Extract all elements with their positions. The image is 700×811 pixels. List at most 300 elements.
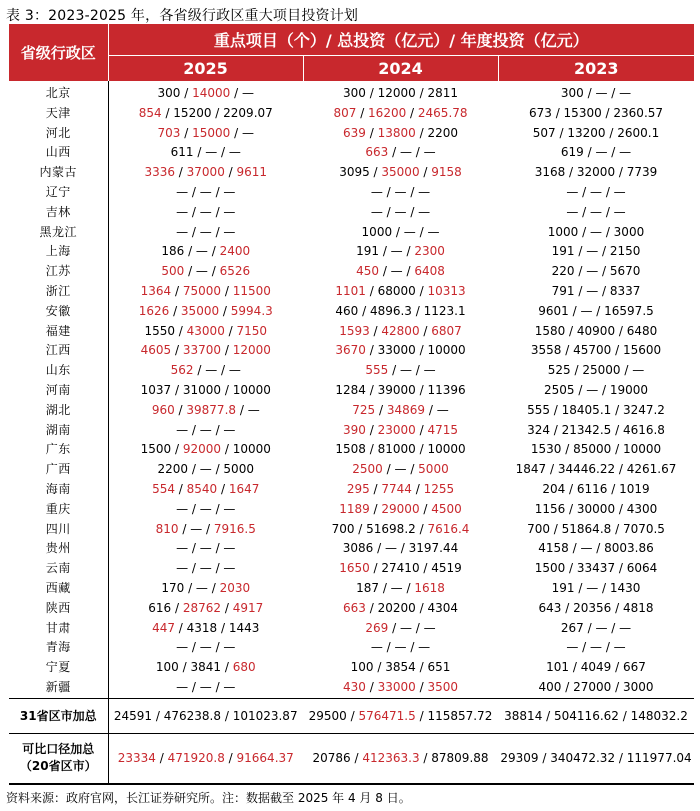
data-cell: — / — / — (370, 640, 431, 655)
cell-value: 1647 (228, 481, 260, 496)
cell-value: 191 (551, 244, 575, 259)
cell-value: 703 (157, 125, 181, 140)
cell-value: 1550 (144, 323, 175, 338)
province-name: 山东 (9, 361, 108, 381)
cell-value: — (370, 204, 383, 219)
data-cell: 1156 / 30000 / 4300 (534, 501, 658, 516)
cell-value: 2400 (219, 244, 251, 259)
data-cell: 170 / — / 2030 (161, 580, 251, 595)
data-cell: — / — / — (176, 224, 236, 239)
cell-value: 1255 (423, 481, 455, 496)
table-row (9, 223, 694, 243)
cell-value: 75000 (182, 283, 222, 298)
cell-value: 204 (542, 481, 566, 496)
cell-value: 611 (170, 145, 194, 160)
cell-value: 3558 (530, 343, 562, 358)
cell-value: 3197.44 (408, 541, 459, 556)
cell-value: 4519 (431, 561, 462, 576)
data-cell: 1000 / — / — (361, 224, 440, 239)
cell-value: 324 (527, 422, 550, 437)
cell-value: — (176, 541, 189, 556)
cell-value: — (247, 402, 260, 417)
cell-value: 300 (343, 86, 366, 100)
cell-value: 19000 (609, 382, 649, 397)
cell-value: 115857.72 (427, 708, 493, 723)
data-cell: 430 / 33000 / 3500 (343, 679, 458, 694)
cell-value: 269 (365, 620, 389, 635)
cell-value: 1443 (228, 620, 260, 635)
cell-value: — (580, 303, 593, 318)
data-cell: 554 / 8540 / 1647 (152, 481, 260, 496)
cell-value: 6408 (414, 264, 445, 279)
cell-value: 4300 (626, 501, 658, 516)
table-row (9, 381, 694, 401)
cell-value: 10313 (427, 283, 466, 298)
table-row (9, 322, 694, 342)
province-name: 辽宁 (9, 183, 108, 203)
cell-value: 85000 (573, 442, 612, 457)
data-cell: — / — / — (176, 501, 236, 516)
cell-value: 11396 (427, 382, 466, 397)
cell-value: 29500 (308, 708, 347, 723)
cell-value: 24591 (113, 708, 153, 723)
cell-value: 31000 (182, 382, 222, 397)
cell-value: 412363.3 (362, 751, 420, 766)
cell-value: — (228, 145, 241, 160)
cell-value: — (418, 640, 431, 655)
cell-value: 101 (546, 660, 570, 675)
cell-value: 170 (161, 580, 185, 595)
cell-value: 525 (547, 363, 571, 378)
cell-value: 51698.2 (366, 521, 416, 536)
table-totals (9, 698, 694, 784)
cell-value: 1430 (609, 580, 641, 595)
cell-value: 673 (528, 105, 552, 120)
header-province: 省级行政区 (9, 24, 108, 81)
cell-value: — (399, 145, 412, 160)
cell-value: — (566, 204, 579, 219)
data-cell: 101 / 4049 / 667 (546, 660, 646, 675)
cell-value: 500 (161, 264, 185, 279)
cell-value: 9601 (538, 303, 569, 318)
data-cell: 447 / 4318 / 1443 (152, 620, 260, 635)
cell-value: 87809.88 (431, 751, 489, 766)
investment-table (9, 24, 694, 785)
cell-value: 3095 (339, 165, 370, 180)
cell-value: 3000 (613, 224, 645, 239)
cell-value: 68000 (377, 283, 416, 298)
data-cell: 643 / 20356 / 4818 (538, 600, 654, 615)
data-cell: — / — / — (176, 184, 236, 199)
data-cell: 663 / 20200 / 4304 (343, 600, 458, 615)
header-year-2024: 2024 (303, 55, 498, 81)
cell-value: 13800 (377, 125, 416, 140)
cell-value: 25000 (582, 363, 621, 378)
cell-value: — (223, 204, 236, 219)
cell-value: 51864.8 (561, 521, 612, 536)
cell-value: 13200 (567, 125, 606, 140)
totals-label-line: 31省区市加总 (19, 709, 97, 724)
cell-value: 1580 (534, 323, 566, 338)
province-name: 吉林 (9, 203, 108, 223)
data-cell: 300 / 14000 / — (157, 86, 254, 100)
cell-value: 11500 (232, 283, 271, 298)
province-name: 上海 (9, 242, 108, 262)
cell-value: — (394, 204, 407, 219)
cell-value: 100 (155, 660, 179, 675)
cell-value: — (632, 363, 645, 378)
cell-value: 12000 (377, 86, 416, 100)
table-row (9, 104, 694, 124)
cell-value: — (199, 422, 212, 437)
totals-label-line: （20省区市） (19, 759, 97, 774)
cell-value: 34869 (386, 402, 426, 417)
cell-value: 27000 (573, 679, 612, 694)
table-row (9, 579, 694, 599)
cell-value: 38814 (504, 708, 543, 723)
data-cell: — / — / — (176, 541, 236, 556)
cell-value: 725 (352, 402, 376, 417)
province-name: 云南 (9, 559, 108, 579)
cell-value: 10000 (232, 442, 271, 457)
cell-value: 1618 (414, 580, 445, 595)
data-cell: — / — / — (176, 204, 236, 219)
table-row (9, 678, 694, 698)
totals-row (9, 698, 694, 733)
data-cell: 2500 / — / 5000 (352, 462, 449, 477)
cell-value: 29000 (381, 501, 420, 516)
cell-value: — (176, 640, 189, 655)
cell-value: 91664.37 (236, 751, 294, 766)
cell-value: 7916.5 (213, 521, 256, 536)
totals-label (9, 698, 108, 733)
data-cell: 663 / — / — (365, 145, 436, 160)
cell-value: 616 (148, 600, 172, 615)
table-row (9, 242, 694, 262)
cell-value: 16597.5 (604, 303, 654, 318)
data-cell: 525 / 25000 / — (547, 363, 645, 378)
cell-value: — (566, 640, 579, 655)
cell-value: 20356 (573, 600, 612, 615)
cell-value: — (370, 184, 383, 199)
data-cell: 191 / — / 2150 (551, 244, 641, 259)
table-row (9, 559, 694, 579)
table-row (9, 500, 694, 520)
data-cell: 500 / — / 6526 (161, 264, 251, 279)
data-cell: 3086 / — / 3197.44 (342, 541, 459, 556)
cell-value: 4261.67 (626, 462, 677, 477)
cell-value: 7739 (626, 165, 658, 180)
cell-value: 555 (527, 402, 550, 417)
cell-value: — (199, 462, 212, 477)
cell-value: — (223, 184, 236, 199)
table-row (9, 143, 694, 163)
cell-value: — (436, 402, 449, 417)
table-row (9, 163, 694, 183)
cell-value: 10000 (622, 442, 662, 457)
header-year-2023: 2023 (498, 55, 694, 81)
data-cell: — / — / — (176, 640, 236, 655)
province-name: 广西 (9, 460, 108, 480)
table-row (9, 203, 694, 223)
cell-value: — (384, 541, 397, 556)
cell-value: 4818 (622, 600, 654, 615)
cell-value: 2465.78 (417, 105, 468, 120)
data-cell: 1593 / 42800 / 6807 (339, 323, 462, 338)
province-name: 黑龙江 (9, 223, 108, 243)
data-cell: — / — / — (176, 561, 236, 576)
cell-value: 33700 (182, 343, 222, 358)
cell-value: — (586, 264, 599, 279)
cell-value: 300 (157, 86, 181, 100)
cell-value: 4318 (186, 620, 218, 635)
data-cell: 4605 / 33700 / 12000 (140, 343, 271, 358)
table-row (9, 658, 694, 678)
cell-value: — (176, 561, 189, 576)
data-cell: 555 / — / — (365, 363, 436, 378)
cell-value: — (590, 204, 602, 219)
cell-value: — (241, 125, 254, 140)
cell-value: — (195, 264, 208, 279)
data-cell: 639 / 13800 / 2200 (343, 125, 458, 140)
cell-value: 2500 (352, 462, 383, 477)
cell-value: — (423, 620, 436, 635)
cell-value: 35000 (381, 165, 420, 180)
cell-value: 2360.57 (613, 105, 664, 120)
cell-value: 92000 (182, 442, 222, 457)
cell-value: — (195, 244, 208, 259)
cell-value: — (223, 501, 236, 516)
cell-value: 1650 (339, 561, 370, 576)
province-name: 内蒙古 (9, 163, 108, 183)
cell-value: — (418, 204, 431, 219)
cell-value: 471920.8 (167, 751, 225, 766)
cell-value: 1500 (534, 561, 566, 576)
cell-value: — (586, 382, 599, 397)
cell-value: 5994.3 (230, 303, 273, 318)
cell-value: 1156 (534, 501, 566, 516)
province-name: 贵州 (9, 539, 108, 559)
table-row (9, 341, 694, 361)
data-cell: 3558 / 45700 / 15600 (530, 343, 662, 358)
cell-value: 33000 (377, 343, 416, 358)
cell-value: 854 (138, 105, 162, 120)
cell-value: — (418, 184, 431, 199)
province-name: 宁夏 (9, 658, 108, 678)
cell-value: — (370, 640, 383, 655)
cell-value: — (199, 501, 212, 516)
cell-value: — (595, 620, 608, 635)
data-cell: 3095 / 35000 / 9158 (339, 165, 462, 180)
cell-value: 680 (232, 660, 256, 675)
cell-value: 81000 (377, 442, 416, 457)
data-cell: 703 / 15000 / — (157, 125, 254, 140)
cell-value: 7070.5 (622, 521, 665, 536)
table-row (9, 599, 694, 619)
cell-value: 300 (560, 86, 584, 100)
cell-value: 33437 (576, 561, 616, 576)
cell-value: 576471.5 (358, 708, 416, 723)
cell-value: 4605 (140, 343, 172, 358)
cell-value: 4158 (538, 541, 569, 556)
totals-row (9, 733, 694, 784)
cell-value: 3841 (190, 660, 222, 675)
data-cell: 507 / 13200 / 2600.1 (532, 125, 660, 140)
province-name: 海南 (9, 480, 108, 500)
cell-value: — (176, 204, 189, 219)
cell-value: 2200 (157, 462, 189, 477)
cell-value: 1530 (530, 442, 562, 457)
data-cell: 700 / 51864.8 / 7070.5 (527, 521, 665, 536)
cell-value: 791 (551, 283, 575, 298)
province-name: 河南 (9, 381, 108, 401)
data-cell: 300 / 12000 / 2811 (343, 86, 458, 100)
data-cell: 807 / 16200 / 2465.78 (333, 105, 468, 120)
table-row (9, 282, 694, 302)
data-cell: 2200 / — / 5000 (157, 462, 254, 477)
cell-value: 960 (151, 402, 175, 417)
header-year-2025: 2025 (108, 55, 303, 81)
cell-value: 450 (356, 264, 379, 279)
cell-value: 6116 (576, 481, 608, 496)
province-name: 福建 (9, 322, 108, 342)
cell-value: — (199, 541, 212, 556)
cell-value: 100 (350, 660, 374, 675)
cell-value: 4304 (427, 600, 458, 615)
cell-value: — (205, 363, 218, 378)
data-cell: 1284 / 39000 / 11396 (335, 382, 466, 397)
cell-value: 23334 (117, 751, 156, 766)
data-cell: 100 / 3854 / 651 (350, 660, 451, 675)
data-cell: 3670 / 33000 / 10000 (335, 343, 466, 358)
data-cell: 100 / 3841 / 680 (155, 660, 256, 675)
table-row (9, 183, 694, 203)
cell-value: 8540 (186, 481, 218, 496)
totals-cell: 20786 / 412363.3 / 87809.88 (303, 733, 498, 784)
table-row (9, 401, 694, 421)
province-name: 安徽 (9, 302, 108, 322)
data-cell: 1650 / 27410 / 4519 (339, 561, 462, 576)
cell-value: — (399, 620, 412, 635)
table-row (9, 262, 694, 282)
table-row (9, 421, 694, 441)
investment-table-container (9, 24, 694, 785)
cell-value: 9611 (236, 165, 268, 180)
cell-value: — (241, 86, 254, 100)
province-name: 江西 (9, 341, 108, 361)
data-cell: 810 / — / 7916.5 (155, 521, 256, 536)
table-row (9, 638, 694, 658)
totals-cell: 38814 / 504116.62 / 148032.2 (498, 698, 694, 733)
cell-value: — (394, 462, 407, 477)
cell-value: — (176, 224, 189, 239)
cell-value: 643 (538, 600, 562, 615)
cell-value: 507 (532, 125, 556, 140)
cell-value: 3086 (342, 541, 374, 556)
cell-value: 20200 (377, 600, 416, 615)
data-cell: — / — / — (176, 422, 236, 437)
cell-value: 187 (356, 580, 379, 595)
cell-value: — (176, 679, 189, 694)
data-cell: 562 / — / — (170, 363, 241, 378)
data-cell: 725 / 34869 / — (352, 402, 449, 417)
data-cell: 1101 / 68000 / 10313 (335, 283, 466, 298)
cell-value: 37000 (186, 165, 225, 180)
cell-value: — (199, 184, 212, 199)
cell-value: 32000 (576, 165, 616, 180)
province-name: 重庆 (9, 500, 108, 520)
data-cell: 791 / — / 8337 (551, 283, 641, 298)
data-cell: 1500 / 33437 / 6064 (534, 561, 658, 576)
cell-value: 460 (335, 303, 359, 318)
cell-value: — (176, 501, 189, 516)
cell-value: 42800 (381, 323, 420, 338)
cell-value: — (586, 580, 599, 595)
cell-value: 20786 (312, 751, 351, 766)
cell-value: 186 (161, 244, 185, 259)
cell-value: 1593 (339, 323, 370, 338)
cell-value: 3247.2 (622, 402, 665, 417)
cell-value: 295 (346, 481, 370, 496)
province-name: 江苏 (9, 262, 108, 282)
data-cell: — / — / — (176, 679, 236, 694)
cell-value: 111977.04 (626, 751, 692, 766)
cell-value: 29309 (500, 751, 539, 766)
header-metrics: 重点项目（个）/ 总投资（亿元）/ 年度投资（亿元） (108, 24, 694, 55)
cell-value: 4715 (427, 422, 458, 437)
cell-value: 3670 (335, 343, 366, 358)
cell-value: — (399, 363, 412, 378)
data-cell: — / — / — (566, 640, 626, 655)
cell-value: 2600.1 (617, 125, 660, 140)
cell-value: 1508 (335, 442, 366, 457)
data-cell: 1626 / 35000 / 5994.3 (138, 303, 273, 318)
cell-value: 1189 (339, 501, 370, 516)
cell-value: 639 (343, 125, 366, 140)
cell-value: 45700 (573, 343, 612, 358)
cell-value: 663 (365, 145, 389, 160)
table-row (9, 520, 694, 540)
cell-value: 191 (356, 244, 379, 259)
cell-value: 390 (343, 422, 366, 437)
cell-value: — (403, 224, 416, 239)
cell-value: — (390, 264, 403, 279)
cell-value: 476238.8 (163, 708, 222, 723)
cell-value: 663 (343, 600, 366, 615)
cell-value: 2030 (219, 580, 251, 595)
source-note: 资料来源：政府官网，长江证券研究所。注：数据截至 2025 年 4 月 8 日。 (6, 791, 411, 805)
cell-value: 1500 (140, 442, 172, 457)
cell-value: 7616.4 (427, 521, 470, 536)
province-name: 甘肃 (9, 619, 108, 639)
data-cell: 1037 / 31000 / 10000 (140, 382, 271, 397)
totals-label (9, 733, 108, 784)
cell-value: 8003.86 (604, 541, 654, 556)
cell-value: 700 (527, 521, 550, 536)
data-cell: 460 / 4896.3 / 1123.1 (335, 303, 466, 318)
data-cell: 4158 / — / 8003.86 (538, 541, 654, 556)
cell-value: 1000 (361, 224, 393, 239)
cell-value: 1626 (138, 303, 170, 318)
cell-value: — (394, 640, 407, 655)
cell-value: 3336 (144, 165, 175, 180)
data-cell: 204 / 6116 / 1019 (542, 481, 650, 496)
data-cell: 191 / — / 2300 (356, 244, 445, 259)
cell-value: — (427, 224, 440, 239)
data-cell: 854 / 15200 / 2209.07 (138, 105, 273, 120)
cell-value: — (223, 422, 236, 437)
totals-cell: 29500 / 576471.5 / 115857.72 (303, 698, 498, 733)
